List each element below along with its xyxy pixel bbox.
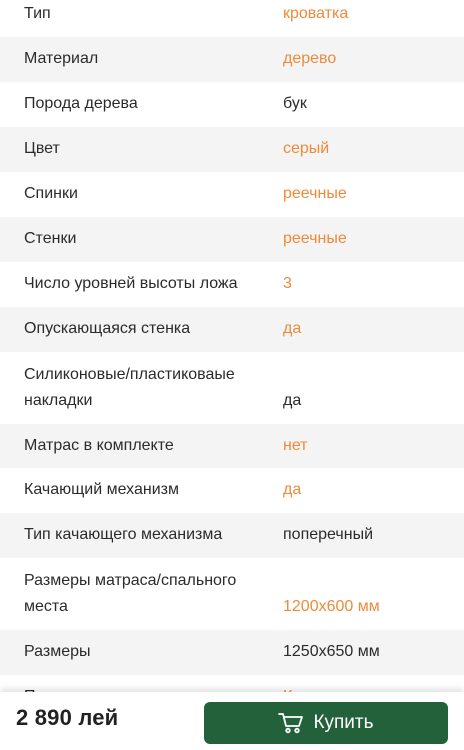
spec-row bbox=[0, 558, 464, 630]
spec-value-link[interactable]: да bbox=[283, 320, 302, 337]
spec-row bbox=[0, 424, 464, 468]
buy-button-label: Купить bbox=[313, 712, 374, 733]
spec-row bbox=[0, 468, 464, 513]
spec-name: Материал bbox=[24, 50, 99, 67]
spec-value-link[interactable]: 3 bbox=[283, 275, 292, 292]
spec-name: Матрас в комплекте bbox=[24, 437, 174, 454]
spec-row bbox=[0, 513, 464, 558]
spec-name: Размеры bbox=[24, 643, 91, 660]
spec-name: Размеры матраса/спального места bbox=[24, 572, 237, 615]
product-price: 2 890 лей bbox=[16, 705, 119, 730]
spec-value-link[interactable]: кроватка bbox=[283, 5, 349, 22]
spec-row bbox=[0, 217, 464, 262]
spec-value-link[interactable]: да bbox=[283, 481, 302, 498]
spec-name: Спинки bbox=[24, 185, 78, 202]
spec-value-link[interactable]: дерево bbox=[283, 50, 337, 67]
spec-name: Тип качающего механизма bbox=[24, 526, 223, 543]
spec-name: Качающий механизм bbox=[24, 481, 179, 498]
spec-row bbox=[0, 172, 464, 217]
spec-row bbox=[0, 262, 464, 307]
spec-name: Тип bbox=[24, 5, 51, 22]
spec-name: Стенки bbox=[24, 230, 77, 247]
spec-name: Опускающаяся стенка bbox=[24, 320, 191, 337]
spec-row bbox=[0, 307, 464, 352]
spec-name: Порода дерева bbox=[24, 95, 138, 112]
spec-value: бук bbox=[283, 95, 307, 112]
purchase-bar bbox=[0, 692, 464, 750]
spec-value-link[interactable]: 1200x600 мм bbox=[283, 598, 380, 615]
spec-value: 1250x650 мм bbox=[283, 643, 380, 660]
spec-row bbox=[0, 82, 464, 127]
spec-name: Цвет bbox=[24, 140, 60, 157]
buy-button[interactable] bbox=[204, 702, 448, 744]
spec-row bbox=[0, 0, 464, 37]
spec-value-link[interactable]: серый bbox=[283, 140, 330, 157]
cart-icon bbox=[278, 712, 304, 734]
spec-row bbox=[0, 630, 464, 675]
spec-row bbox=[0, 352, 464, 424]
spec-row bbox=[0, 37, 464, 82]
spec-name: Силиконовые/пластиковаые накладки bbox=[24, 366, 235, 409]
spec-value-link[interactable]: нет bbox=[283, 437, 308, 454]
spec-value: поперечный bbox=[283, 526, 373, 543]
spec-value-link[interactable]: реечные bbox=[283, 230, 347, 247]
spec-value-link[interactable]: реечные bbox=[283, 185, 347, 202]
spec-value: да bbox=[283, 392, 302, 409]
spec-row bbox=[0, 127, 464, 172]
spec-name: Число уровней высоты ложа bbox=[24, 275, 238, 292]
